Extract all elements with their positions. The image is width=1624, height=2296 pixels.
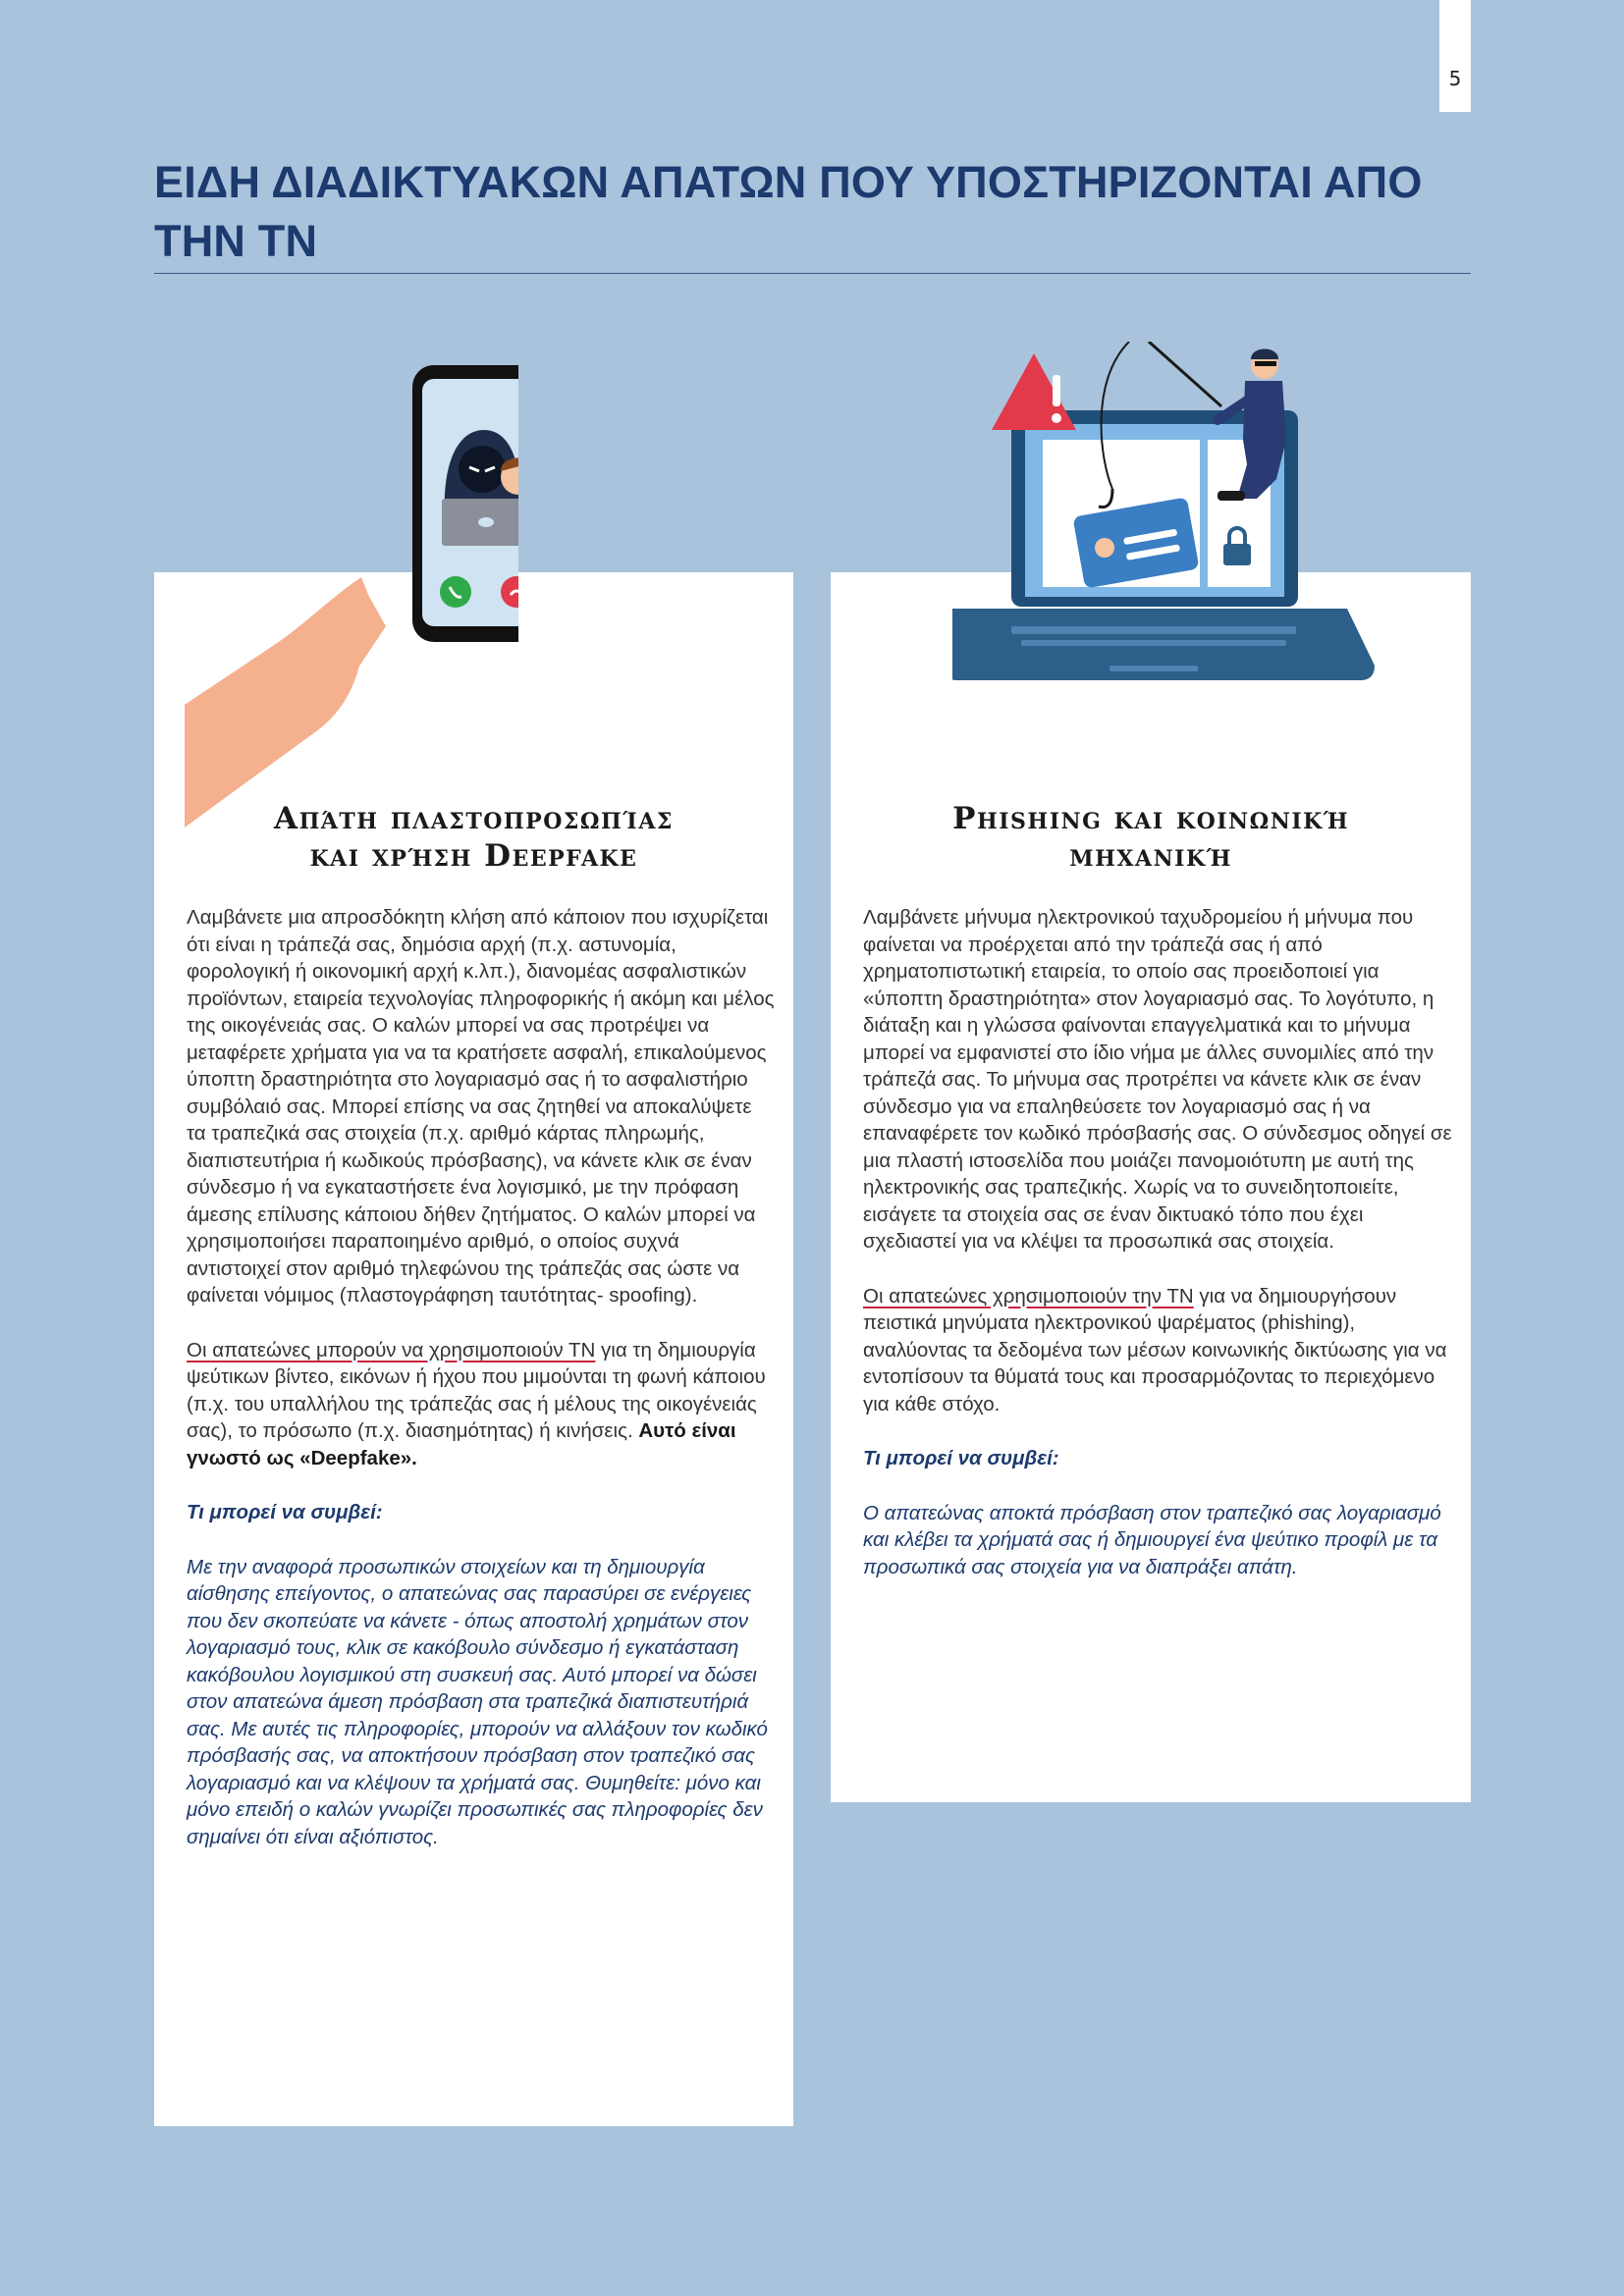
bold-phrase: Αυτό είναι γνωστό ως «Deepfake». bbox=[187, 1419, 736, 1469]
what-can-happen-text: Με την αναφορά προσωπικών στοιχείων και τη δημιουργία αίσθησης επείγοντος, ο απατεώνας σας παρασύρει σε ενέργειες που δεν σκοπεύατε να κάνετε - όπως αποστολή χρημάτων στον λογαριασμό τους, κλικ σε κακόβουλο σύνδεσμο ή εγκατάσταση κακόβουλου λογισμικού στη συσκευή σας. Αυτό μπορεί να δώσει στον απατεώνα άμεση πρόσβαση στα τραπεζικά διαπιστευτήριά σας. Με αυτές τις πληροφορίες, μπορούν να αλλάξουν τον κωδικό πρόσβασής σας, να αποκτήσουν πρόσβαση στον τραπεζικό σας λογαριασμό και να κλέψουν τα χρήματά σας. Θυμηθείτε: μόνο και μόνο επειδή ο καλών γνωρίζει προσωπικές σας πληροφορίες δεν σημαίνει ότι είναι αξιόπιστος. bbox=[187, 1555, 768, 1848]
card-paragraph-ai bbox=[863, 1283, 1452, 1418]
card-body bbox=[187, 904, 776, 1878]
highlighted-phrase: Οι απατεώνες χρησιμοποιούν την ΤΝ bbox=[863, 1284, 1194, 1308]
card-heading-line1: Απάτη πλαστοπροσωπίας bbox=[274, 801, 674, 836]
card-body bbox=[863, 904, 1452, 1608]
paragraph-text: για τη δημιουργία ψεύτικων βίντεο, εικόνων ή ήχου που μιμούνται τη φωνή κάποιου (π.χ. του υπαλλήλου της τράπεζάς σας ή μέλους της οικογένειάς σας), το πρόσωπο (π.χ. διασημότητας) ή κινήσεις. bbox=[187, 1338, 766, 1442]
paragraph-text: για να δημιουργήσουν πειστικά μηνύματα ηλεκτρονικού ψαρέματος (phishing), αναλύοντας τα δεδομένα των μέσων κοινωνικής δικτύωσης για να εντοπίσουν τα θύματά τους και προσαρμόζοντας το περιεχόμενο για κάθε στόχο. bbox=[863, 1284, 1447, 1415]
title-divider bbox=[154, 273, 1471, 274]
highlighted-phrase: Οι απατεώνες μπορούν να χρησιμοποιούν ΤΝ bbox=[187, 1338, 596, 1362]
card-paragraph: Λαμβάνετε μια απροσδόκητη κλήση από κάποιον που ισχυρίζεται ότι είναι η τράπεζά σας, δημόσια αρχή (π.χ. αστυνομία, φορολογική ή οικονομική αρχή κ.λπ.), διανομέας ασφαλιστικών προϊόντων, εταιρεία τεχνολογίας πληροφορικής ή ακόμη και μέλος της οικογένειάς σας. Ο καλών μπορεί να σας προτρέψει να μεταφέρετε χρήματα για να τα κρατήσετε ασφαλή, επικαλούμενος ύποπτη δραστηριότητα στο λογαριασμό σας ή το ασφαλιστήριο συμβόλαιό σας. Μπορεί επίσης να σας ζητηθεί να αποκαλύψετε τα τραπεζικά σας στοιχεία (π.χ. αριθμό κάρτας πληρωμής, διαπιστευτήρια ή κωδικούς πρόσβασης), να κάνετε κλικ σε έναν σύνδεσμο ή να εγκαταστήσετε ένα λογισμικό, με την πρόφαση άμεσης επίλυσης κάποιου δήθεν ζητήματος. Ο καλών μπορεί να χρησιμοποιήσει παραποιημένο αριθμό, ο οποίος συχνά αντιστοιχεί στον αριθμό τηλεφώνου της τράπεζάς σας ώστε να φαίνεται νόμιμος (πλαστογράφηση ταυτότητας- spoofing). bbox=[187, 906, 775, 1307]
what-can-happen-heading: Τι μπορεί να συμβεί: bbox=[863, 1447, 1059, 1469]
card-paragraph: Λαμβάνετε μήνυμα ηλεκτρονικού ταχυδρομείου ή μήνυμα που φαίνεται να προέρχεται από την τράπεζά σας ή από χρηματοπιστωτική εταιρεία, το οποίο σας προειδοποιεί για «ύποπτη δραστηριότητα» στον λογαριασμό σας. Το λογότυπο, η διάταξη και η γλώσσα φαίνονται επαγγελματικά και το μήνυμα μπορεί να εμφανιστεί στο ίδιο νήμα με άλλες συνομιλίες από την τράπεζά σας. Το μήνυμα σας προτρέπει να κάνετε κλικ σε έναν σύνδεσμο για να επαληθεύσετε τον λογαριασμό σας ή να επαναφέρετε τον κωδικό πρόσβασής σας. Ο σύνδεσμος οδηγεί σε μια πλαστή ιστοσελίδα που μοιάζει πανομοιότυπη με αυτή της ηλεκτρονικής σας τραπεζικής. Χωρίς να το συνειδητοποιείτε, εισάγετε τα στοιχεία σας σε έναν δικτυακό τόπο που έχει σχεδιαστεί για να κλέψει τα προσωπικά σας στοιχεία. bbox=[863, 906, 1452, 1253]
laptop-phishing-hacker-icon bbox=[952, 342, 1384, 685]
what-can-happen-heading: Τι μπορεί να συμβεί: bbox=[187, 1501, 383, 1523]
card-heading bbox=[831, 800, 1471, 875]
card-phishing-social-engineering bbox=[831, 572, 1471, 1802]
card-paragraph-ai bbox=[187, 1337, 776, 1472]
what-can-happen-text: Ο απατεώνας αποκτά πρόσβαση στον τραπεζικό σας λογαριασμό και κλέβει τα χρήματά σας ή δημιουργεί ένα ψεύτικο προφίλ με τα προσωπικά σας στοιχεία για να διαπράξει απάτη. bbox=[863, 1501, 1441, 1578]
page-number-tab bbox=[1439, 0, 1471, 112]
card-heading-line1: Phishing και κοινωνική bbox=[952, 801, 1349, 836]
phone-video-call-scammer-icon bbox=[185, 332, 518, 832]
page-number: 5 bbox=[1448, 67, 1462, 90]
page-title: ΕΙΔΗ ΔΙΑΔΙΚΤΥΑΚΩΝ ΑΠΑΤΩΝ ΠΟΥ ΥΠΟΣΤΗΡΙΖΟΝΤΑΙ ΑΠΟ ΤΗΝ ΤΝ bbox=[154, 157, 1423, 266]
card-heading-line2: μηχανική bbox=[1069, 838, 1232, 874]
card-heading-line2: και χρήση Deepfake bbox=[309, 838, 638, 874]
